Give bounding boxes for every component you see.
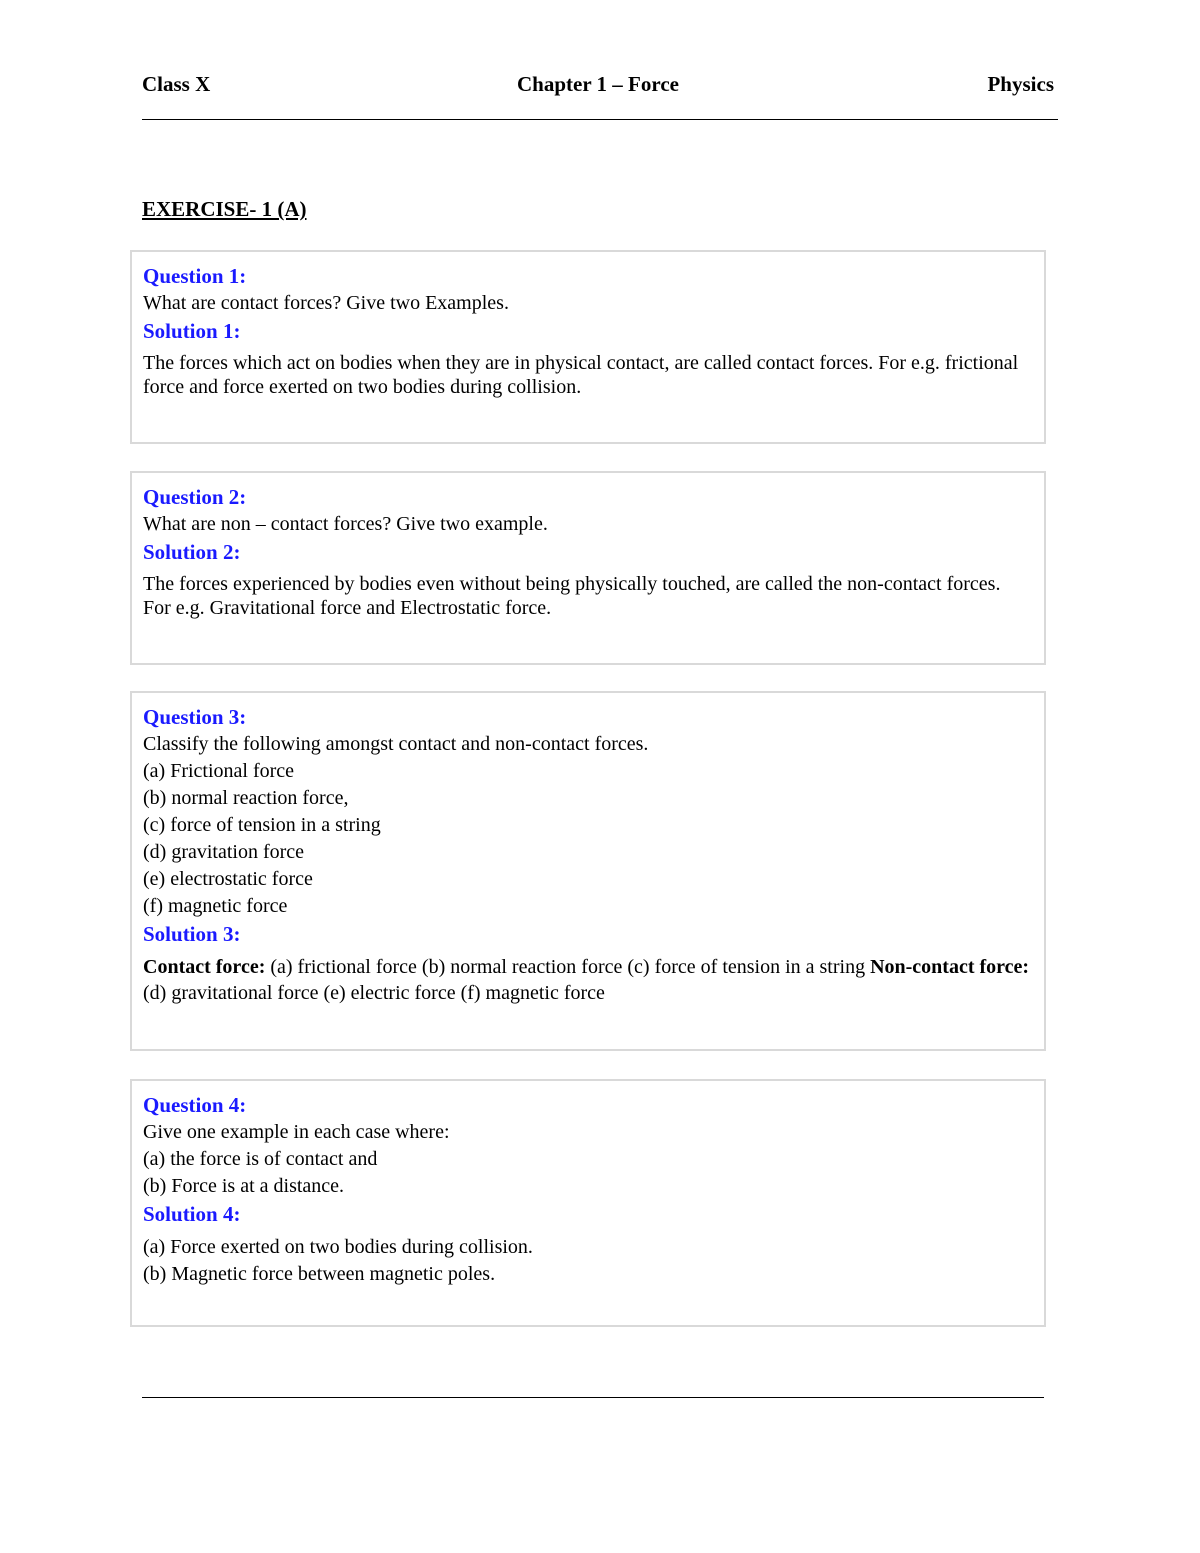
question-text: Give one example in each case where: — [143, 1121, 450, 1143]
solution-line-a: (a) Force exerted on two bodies during collision. — [143, 1236, 533, 1258]
header-chapter: Chapter 1 – Force — [517, 72, 679, 96]
question-option-a: (a) Frictional force — [143, 760, 295, 782]
qa-card-2 — [130, 471, 1046, 665]
solution-label: Solution 3: — [143, 922, 241, 946]
noncontact-force-heading: Non-contact force: — [870, 956, 1030, 978]
solution-text: The forces experienced by bodies even without being physically touched, are called the non-contact forces. For e.g. Gravitational force and Electrostatic force. — [143, 573, 1001, 619]
solution-line-b: (b) Magnetic force between magnetic poles. — [143, 1263, 496, 1285]
contact-force-text: (a) frictional force (b) normal reaction force (c) force of tension in a string — [265, 956, 871, 978]
exercise-title: EXERCISE- 1 (A) — [142, 197, 307, 221]
noncontact-force-text: (d) gravitational force (e) electric force (f) magnetic force — [143, 982, 605, 1004]
question-option-c: (c) force of tension in a string — [143, 814, 381, 836]
question-option-b: (b) normal reaction force, — [143, 787, 349, 809]
question-option-e: (e) electrostatic force — [143, 868, 313, 890]
question-label: Question 3: — [143, 705, 247, 729]
question-text: Classify the following amongst contact and non-contact forces. — [143, 733, 649, 755]
header-class: Class X — [142, 72, 211, 96]
question-label: Question 1: — [143, 264, 247, 288]
header-divider — [142, 119, 1058, 120]
solution-label: Solution 2: — [143, 540, 241, 564]
solution-label: Solution 1: — [143, 319, 241, 343]
qa-card-3 — [130, 691, 1046, 1051]
solution-text: The forces which act on bodies when they are in physical contact, are called contact forces. For e.g. frictional force and force exerted on two bodies during collision. — [143, 352, 1019, 398]
question-option-b: (b) Force is at a distance. — [143, 1175, 345, 1197]
question-option-f: (f) magnetic force — [143, 895, 288, 917]
question-label: Question 4: — [143, 1093, 247, 1117]
footer-divider — [142, 1397, 1044, 1398]
solution-text — [143, 954, 1033, 1006]
question-label: Question 2: — [143, 485, 247, 509]
question-option-d: (d) gravitation force — [143, 841, 305, 863]
question-option-a: (a) the force is of contact and — [143, 1148, 378, 1170]
contact-force-heading: Contact force: — [143, 956, 266, 978]
solution-label: Solution 4: — [143, 1202, 241, 1226]
question-text: What are non – contact forces? Give two example. — [143, 513, 548, 535]
page-header — [142, 72, 1054, 100]
question-text: What are contact forces? Give two Examples. — [143, 292, 509, 314]
header-subject: Physics — [987, 72, 1054, 96]
qa-card-1 — [130, 250, 1046, 444]
qa-card-4 — [130, 1079, 1046, 1327]
